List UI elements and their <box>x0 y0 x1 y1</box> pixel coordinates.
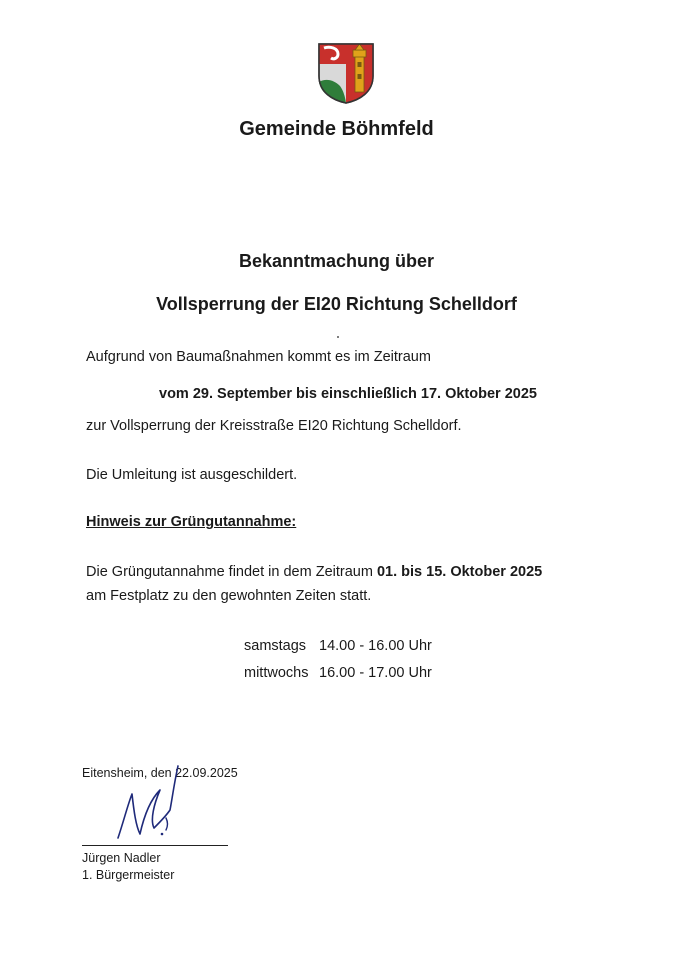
closure-text: zur Vollsperrung der Kreisstraße EI20 Richtung Schelldorf. <box>86 418 462 434</box>
intro-text: Aufgrund von Baumaßnahmen kommt es im Zeitraum <box>86 349 431 365</box>
place-date: Eitensheim, den 22.09.2025 <box>82 766 238 780</box>
green-waste-text-line2: am Festplatz zu den gewohnten Zeiten statt. <box>86 588 372 604</box>
coat-of-arms-icon <box>316 42 376 104</box>
schedule-time: 16.00 - 17.00 Uhr <box>319 665 432 681</box>
schedule-day: mittwochs <box>244 665 309 681</box>
green-waste-text <box>86 564 542 580</box>
detour-text: Die Umleitung ist ausgeschildert. <box>86 467 298 483</box>
handwritten-signature <box>110 760 200 852</box>
green-waste-text-start: Die Grüngutannahme findet in dem Zeitraum <box>86 564 377 580</box>
green-waste-period: 01. bis 15. Oktober 2025 <box>376 564 543 580</box>
signer-role: 1. Bürgermeister <box>82 868 175 882</box>
municipality-name: Gemeinde Böhmfeld <box>239 118 434 140</box>
schedule-time: 14.00 - 16.00 Uhr <box>319 638 432 654</box>
stray-dot <box>337 336 339 338</box>
title-line-1: Bekanntmachung über <box>238 251 435 271</box>
signer-name: Jürgen Nadler <box>82 851 161 865</box>
title-line-2: Vollsperrung der EI20 Richtung Schelldorf <box>156 294 517 314</box>
green-waste-heading: Hinweis zur Grüngutannahme: <box>86 514 297 530</box>
closure-period: vom 29. September bis einschließlich 17. Oktober 2025 <box>159 386 537 402</box>
signature-line <box>82 845 228 846</box>
schedule-day: samstags <box>244 638 307 654</box>
